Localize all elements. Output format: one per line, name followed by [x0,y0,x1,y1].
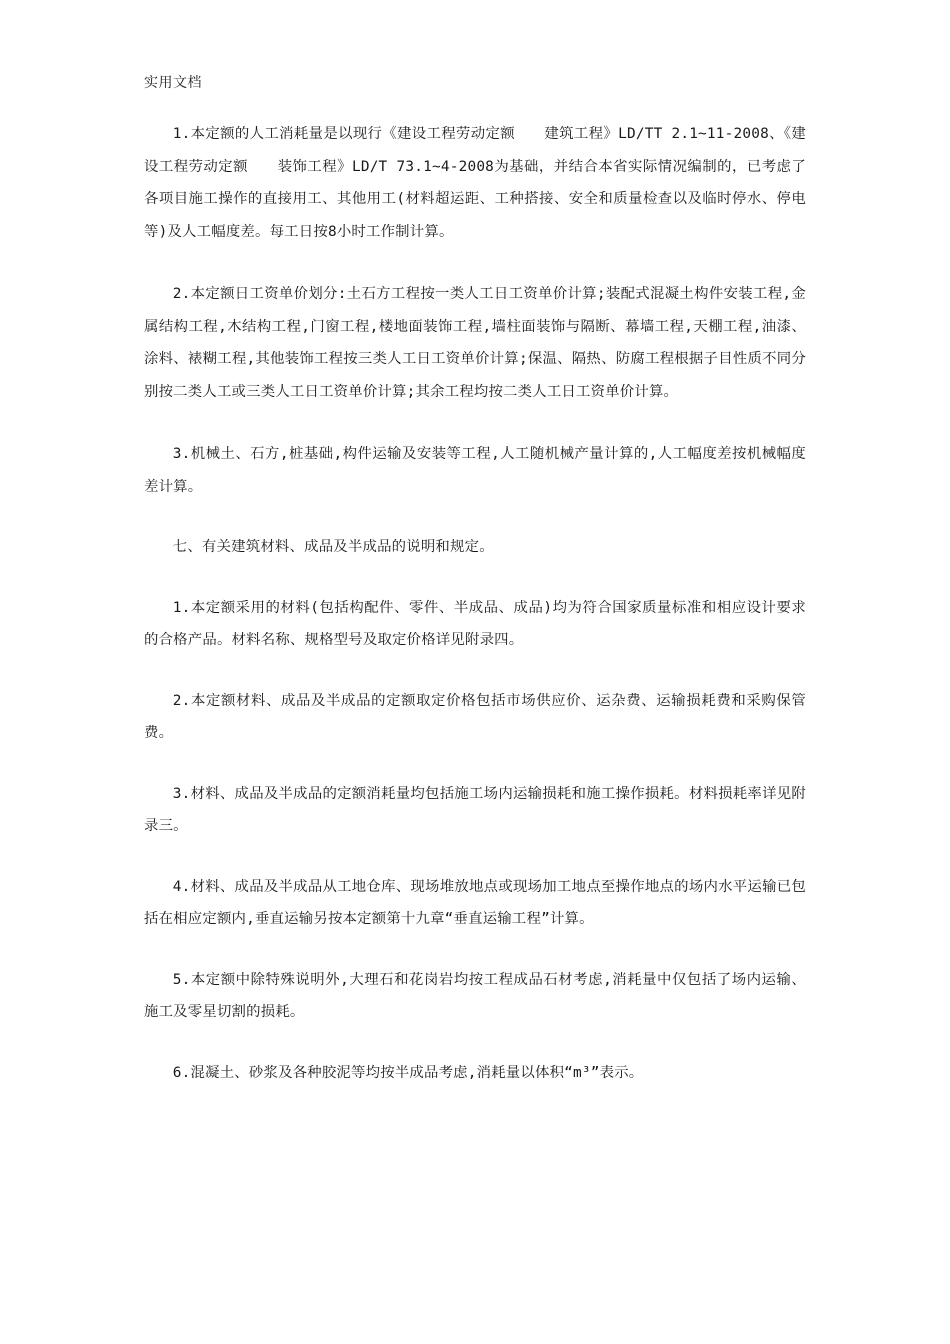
paragraph-materials-quality: 1.本定额采用的材料(包括构配件、零件、半成品、成品)均为符合国家质量标准和相应设计要求的合格产品。材料名称、规格型号及取定价格详见附录四。 [144,599,806,648]
section-heading-materials: 七、有关建筑材料、成品及半成品的说明和规定。 [172,539,494,555]
page-header: 实用文档 [144,75,202,91]
paragraph-materials-price: 2.本定额材料、成品及半成品的定额取定价格包括市场供应价、运杂费、运输损耗费和采购保管费。 [144,692,806,741]
document-body [144,118,806,1117]
paragraph-labor-consumption: 1.本定额的人工消耗量是以现行《建设工程劳动定额 建筑工程》LD/TT 2.1~11-2008、《建设工程劳动定额 装饰工程》LD/T 73.1~4-2008为基础，并结合本省实际情况编制的，已考虑了各项目施工操作的直接用工、其他用工(材料超运距、工种搭接、安全和质量检查以及临时停水、停电等)及人工幅度差。每工日按8小时工作制计算。 [144,126,806,240]
paragraph-stone-materials: 5.本定额中除特殊说明外,大理石和花岗岩均按工程成品石材考虑,消耗量中仅包括了场内运输、施工及零星切割的损耗。 [144,971,806,1020]
paragraph-machinery-labor: 3.机械土、石方,桩基础,构件运输及安装等工程,人工随机械产量计算的,人工幅度差按机械幅度差计算。 [144,446,806,495]
paragraph-concrete-mortar: 6.混凝土、砂浆及各种胶泥等均按半成品考虑,消耗量以体积“m³”表示。 [172,1064,644,1081]
paragraph-site-transport: 4.材料、成品及半成品从工地仓库、现场堆放地点或现场加工地点至操作地点的场内水平运输已包括在相应定额内,垂直运输另按本定额第十九章“垂直运输工程”计算。 [144,878,806,927]
paragraph-materials-loss: 3.材料、成品及半成品的定额消耗量均包括施工场内运输损耗和施工操作损耗。材料损耗率详见附录三。 [144,785,806,834]
paragraph-daily-wage: 2.本定额日工资单价划分:土石方工程按一类人工日工资单价计算;装配式混凝土构件安装工程,金属结构工程,木结构工程,门窗工程,楼地面装饰工程,墙柱面装饰与隔断、幕墙工程,天棚工程,油漆、涂料、裱糊工程,其他装饰工程按三类人工日工资单价计算;保温、隔热、防腐工程根据子目性质不同分别按二类人工或三类人工日工资单价计算;其余工程均按二类人工日工资单价计算。 [144,286,806,400]
